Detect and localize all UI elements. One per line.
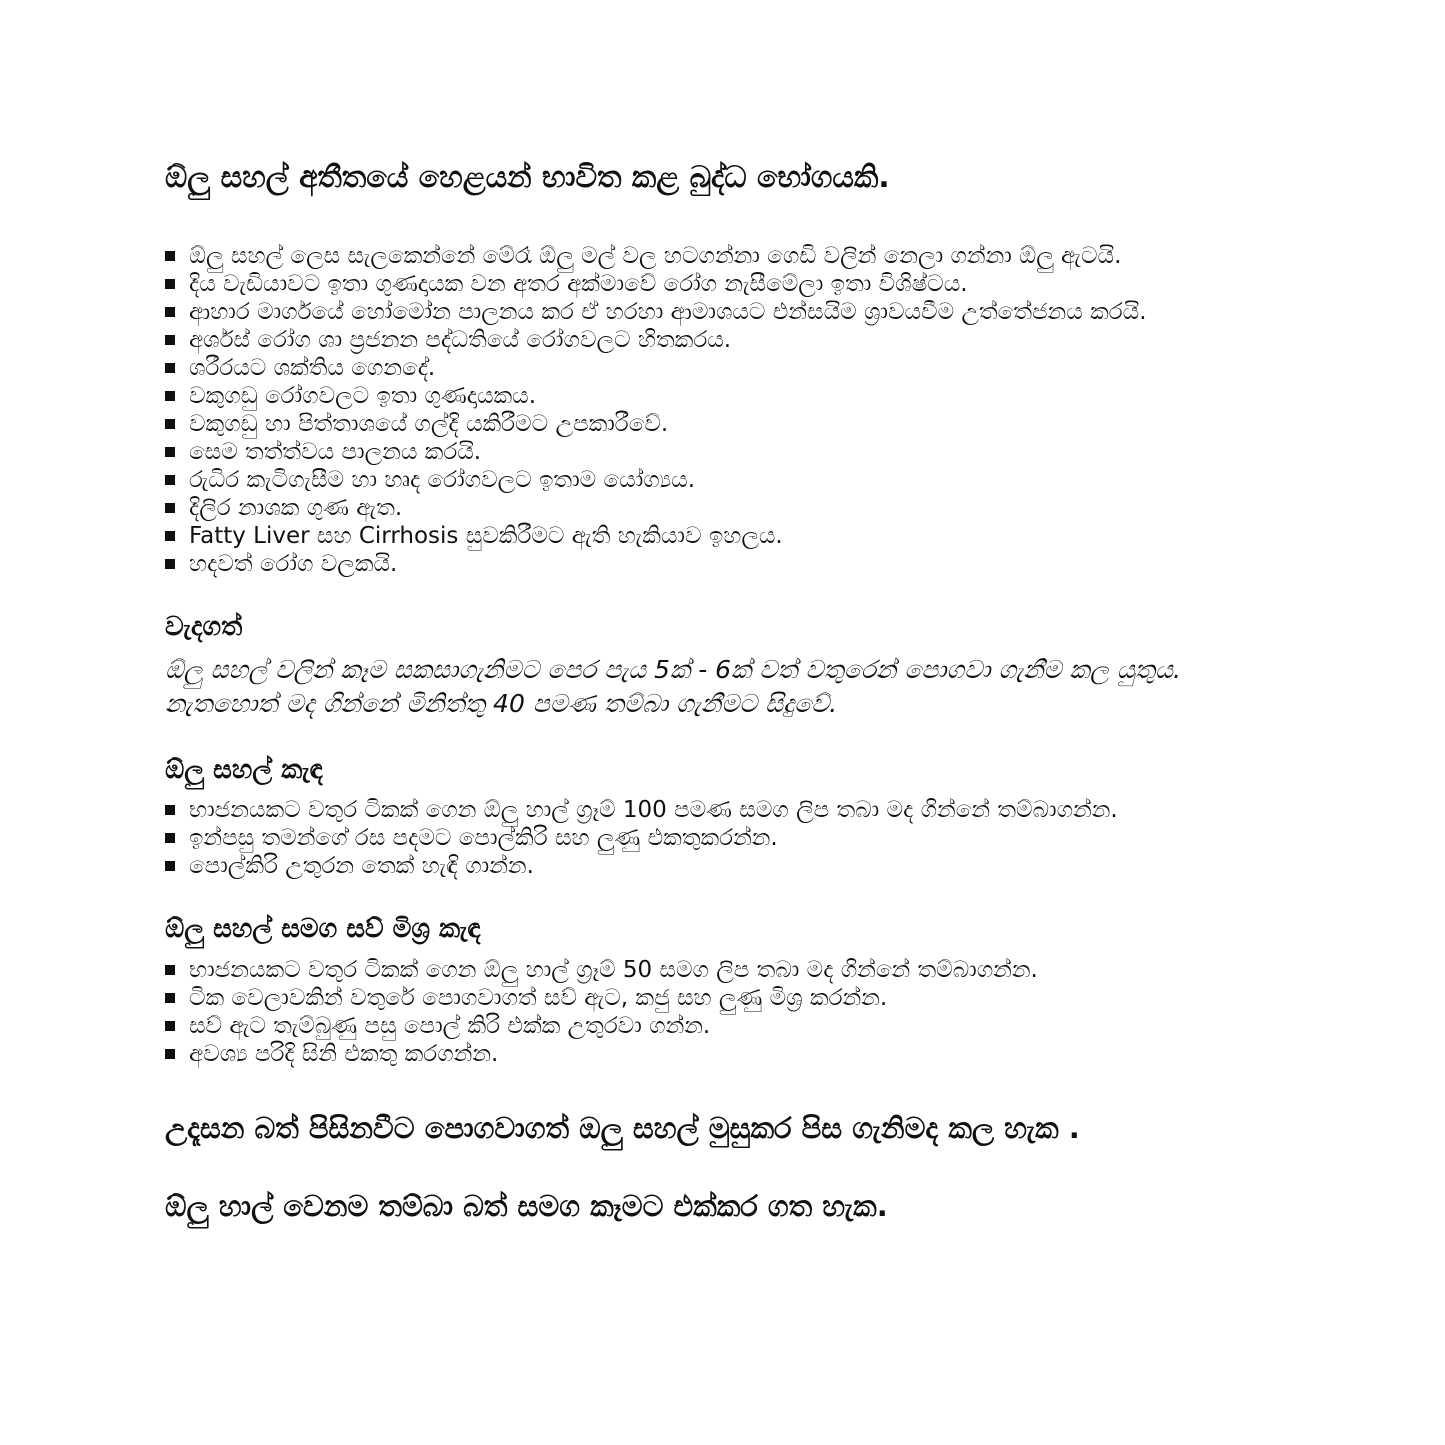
bullet-square-icon — [165, 805, 175, 815]
bullet-square-icon — [165, 307, 175, 317]
list-item — [165, 550, 1300, 578]
section-heading-important: වැදගත් — [165, 612, 243, 642]
bullet-square-icon — [165, 447, 175, 457]
list-item — [165, 956, 1300, 984]
bullet-square-icon — [165, 1021, 175, 1031]
list-item — [165, 494, 1300, 522]
step-text: ඉන්පසු තමන්ගේ රස පදමට පොල්කිරි සහ ලුණු එකතුකරන්න. — [189, 825, 778, 852]
bullet-square-icon — [165, 391, 175, 401]
section-heading-porridge: ඕලු සහල් කැඳ — [165, 755, 323, 786]
porridge-steps-list — [165, 796, 1300, 880]
step-text: ටික වෙලාවකින් වතුරේ පොගවාගත් සව් ඇට, කජු සහ ලුණු මිශ්‍ර කරන්න. — [189, 984, 888, 1011]
benefit-text: ඕලු සහල් ලෙස සැලකෙන්නේ මේරෑ ඕලු මල් වල හටගන්නා ගෙඩි වලින් නෙලා ගන්නා ඕලු ඇටයි. — [189, 243, 1122, 269]
list-item — [165, 298, 1300, 326]
bullet-square-icon — [165, 965, 175, 975]
list-item — [165, 984, 1300, 1012]
list-item — [165, 1040, 1300, 1068]
list-item — [165, 354, 1300, 382]
sago-porridge-steps-list — [165, 956, 1300, 1068]
list-item — [165, 326, 1300, 354]
list-item — [165, 242, 1300, 270]
step-text: භාජනයකට වතුර ටිකක් ගෙන ඕලු හාල් ග්‍රෑම් 50 සමග ලිප තබා මද ගින්නේ තම්බාගන්න. — [189, 956, 1038, 983]
benefit-text: හදවත් රෝග වලකයි. — [189, 551, 398, 577]
benefit-text: Fatty Liver සහ Cirrhosis සුවකිරීමට ඇති හැකියාව ඉහලය. — [189, 523, 783, 549]
benefit-text: ආහාර මාර්ගයේ හෝමෝන පාලනය කර ඒ හරහා ආමාශයට එන්සයිම ශ්‍රාවයවීම උත්තේජනය කරයි. — [189, 299, 1147, 325]
benefit-text: සෙම තත්ත්වය පාලනය කරයි. — [189, 439, 482, 465]
closing-line: ඕලු හාල් වෙනම තම්බා බත් සමග කෑමට එක්කර ගත හැක. — [165, 1188, 888, 1223]
benefit-text: රුධිර කැටිගැසීම හා හෘද රෝගවලට ඉතාම යෝග්‍යය. — [189, 467, 696, 493]
bullet-square-icon — [165, 419, 175, 429]
list-item — [165, 466, 1300, 494]
benefits-list — [165, 242, 1300, 578]
benefit-text: අර්ශස් රෝග ශා ප්‍රජනන පද්ධතියේ රෝගවලට හිතකරය. — [189, 327, 732, 353]
bullet-square-icon — [165, 335, 175, 345]
list-item — [165, 438, 1300, 466]
document-page — [165, 160, 1300, 1224]
list-item — [165, 1012, 1300, 1040]
bullet-square-icon — [165, 363, 175, 373]
bullet-square-icon — [165, 1049, 175, 1059]
step-text: සව් ඇට තැම්බුණු පසු පොල් කිරි එක්ක උතුරවා ගන්න. — [189, 1012, 711, 1039]
step-text: භාජනයකට වතුර ටිකක් ගෙන ඕලු හාල් ග්‍රෑම් 100 පමණ සමග ලිප තබා මද ගින්නේ තම්බාගන්න. — [189, 797, 1118, 824]
bullet-square-icon — [165, 531, 175, 541]
step-text: අවශ්‍ය පරිදි සිනි එකතු කරගන්න. — [189, 1040, 499, 1067]
benefit-text: වකුගඩු රෝගවලට ඉතා ගුණදායකය. — [189, 383, 537, 409]
bullet-square-icon — [165, 861, 175, 871]
bullet-square-icon — [165, 475, 175, 485]
list-item — [165, 410, 1300, 438]
bullet-square-icon — [165, 251, 175, 261]
step-text: පොල්කිරි උතුරන තෙක් හැඳි ගාන්න. — [189, 853, 534, 880]
list-item — [165, 796, 1300, 824]
list-item — [165, 270, 1300, 298]
benefit-text: ශරීරයට ශක්තිය ගෙනදේ. — [189, 355, 436, 381]
important-line: නැතහොත් මද ගින්නේ මිනිත්තු 40 පමණ තම්බා ගැනීමට සිදුවේ. — [165, 689, 838, 719]
list-item — [165, 522, 1300, 550]
bullet-square-icon — [165, 503, 175, 513]
section-heading-sago-porridge: ඕලු සහල් සමග සව් මිශ්‍ර කැඳ — [165, 914, 481, 945]
bullet-square-icon — [165, 279, 175, 289]
list-item — [165, 852, 1300, 880]
list-item — [165, 382, 1300, 410]
important-line: ඕලු සහල් වලින් කෑම සකසාගැනිමට පෙර පැය 5ක් - 6ක් වත් වතුරෙන් පොගවා ගැනීම කල යුතුය. — [165, 655, 1181, 685]
list-item — [165, 824, 1300, 852]
bullet-square-icon — [165, 993, 175, 1003]
benefit-text: දිය වැඩියාවට ඉතා ගුණදායක වන අතර අක්මාවේ රෝග නැසීමේලා ඉතා විශිෂ්ටය. — [189, 271, 968, 297]
page-title: ඕලු සහල් අතීතයේ හෙළයන් භාවිත කළ බුද්ධ භෝගයකි. — [165, 160, 890, 195]
bullet-square-icon — [165, 833, 175, 843]
closing-line: උදෑසන බත් පිසිනවීට පොගවාගත් ඔලු සහල් මුසුකර පිස ගැනිමද කල හැක . — [165, 1110, 1080, 1145]
important-paragraph — [165, 653, 1300, 721]
bullet-square-icon — [165, 559, 175, 569]
benefit-text: වකුගඩු හා පිත්තාශයේ ගල්දි යකිරීමට උපකාරීවේ. — [189, 411, 669, 437]
benefit-text: දිලිර නාශක ගුණ ඇත. — [189, 495, 403, 521]
